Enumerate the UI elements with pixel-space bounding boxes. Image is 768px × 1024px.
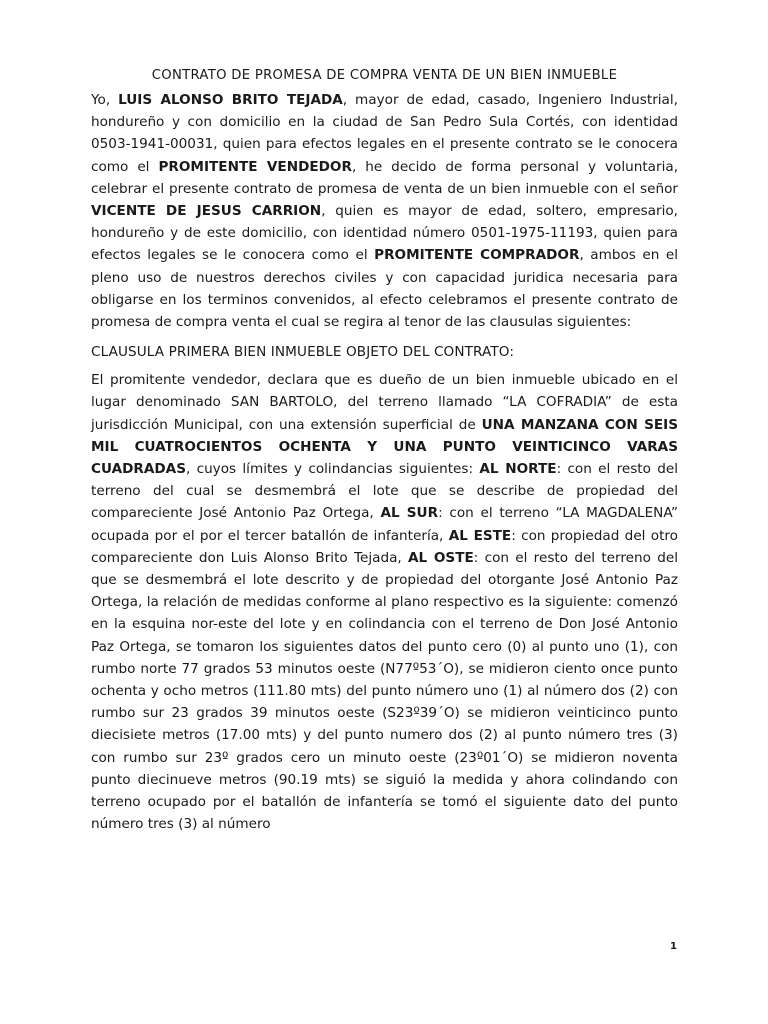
property-area: UNA MANZANA CON SEIS MIL CUATROCIENTOS OCHENTA Y UNA PUNTO VEINTICINCO VARAS CUADRADAS xyxy=(91,416,679,478)
buyer-name: VICENTE DE JESUS CARRION xyxy=(91,203,322,220)
page-number: 1 xyxy=(670,941,677,952)
boundary-east: AL ESTE xyxy=(448,527,512,544)
buyer-role: PROMITENTE COMPRADOR xyxy=(374,247,580,264)
paragraph-parties: Yo, LUIS ALONSO BRITO TEJADA, mayor de edad, casado, Ingeniero Industrial, hondureño y con domicilio en la ciudad de San Pedro Sula Cortés, con identidad 0503-1941-00031, quien para efectos legales en el presente contrato se le conocera como el PROMITENTE VENDEDOR, he decido de forma personal y voluntaria, celebrar el presente contrato de promesa de venta de un bien inmueble con el señor VICENTE DE JESUS CARRION, quien es mayor de edad, soltero, empresario, hondureño y de este domicilio, con identidad número 0501-1975-11193, quien para efectos legales se le conocera como el PROMITENTE COMPRADOR, ambos en el pleno uso de nuestros derechos civiles y con capacidad juridica necesaria para obligarse en los terminos convenidos, al efecto celebramos el presente contrato de promesa de compra venta el cual se regira al tenor de las clausulas siguientes: xyxy=(91,92,679,331)
boundary-south: AL SUR xyxy=(380,505,439,522)
document-title: CONTRATO DE PROMESA DE COMPRA VENTA DE UN BIEN INMUEBLE xyxy=(151,68,618,83)
document-page xyxy=(91,68,678,836)
clause-heading: CLAUSULA PRIMERA BIEN INMUEBLE OBJETO DEL CONTRATO: xyxy=(91,344,515,361)
boundary-north: AL NORTE xyxy=(479,461,557,478)
seller-name: LUIS ALONSO BRITO TEJADA xyxy=(118,92,343,108)
paragraph-property: El promitente vendedor, declara que es dueño de un bien inmueble ubicado en el lugar denominado SAN BARTOLO, del terreno llamado “LA COFRADIA” de esta jurisdicción Municipal, con una extensión superficial de UNA MANZANA CON SEIS MIL CUATROCIENTOS OCHENTA Y UNA PUNTO VEINTICINCO VARAS CUADRADAS, cuyos límites y colindancias siguientes: AL NORTE: con el resto del terreno del cual se desmembrá el lote que se describe de propiedad del compareciente José Antonio Paz Ortega, AL SUR: con el terreno “LA MAGDALENA” ocupada por el por el tercer batallón de infantería, AL ESTE: con propiedad del otro compareciente don Luis Alonso Brito Tejada, AL OSTE: con el resto del terreno del que se desmembrá el lote descrito y de propiedad del otorgante José Antonio Paz Ortega, la relación de medidas conforme al plano respectivo es la siguiente: comenzó en la esquina nor-este del lote y en colindancia con el terreno de Don José Antonio Paz Ortega, se tomaron los siguientes datos del punto cero (0) al punto uno (1), con rumbo norte 77 grados 53 minutos oeste (N77º53´O), se midieron ciento once punto ochenta y ocho metros (111.80 mts) del punto número uno (1) al número dos (2) con rumbo sur 23 grados 39 minutos oeste (S23º39´O) se midieron veinticinco punto diecisiete metros (17.00 mts) y del punto numero dos (2) al punto número tres (3) con rumbo sur 23º grados cero un minuto oeste (23º01´O) se midieron noventa punto diecinueve metros (90.19 mts) se siguió la medida y ahora colindando con terreno ocupado por el batallón de infantería se tomó el siguiente dato del punto número tres (3) al número xyxy=(91,372,679,833)
boundary-west: AL OSTE xyxy=(408,549,474,566)
seller-role: PROMITENTE VENDEDOR xyxy=(158,158,352,175)
